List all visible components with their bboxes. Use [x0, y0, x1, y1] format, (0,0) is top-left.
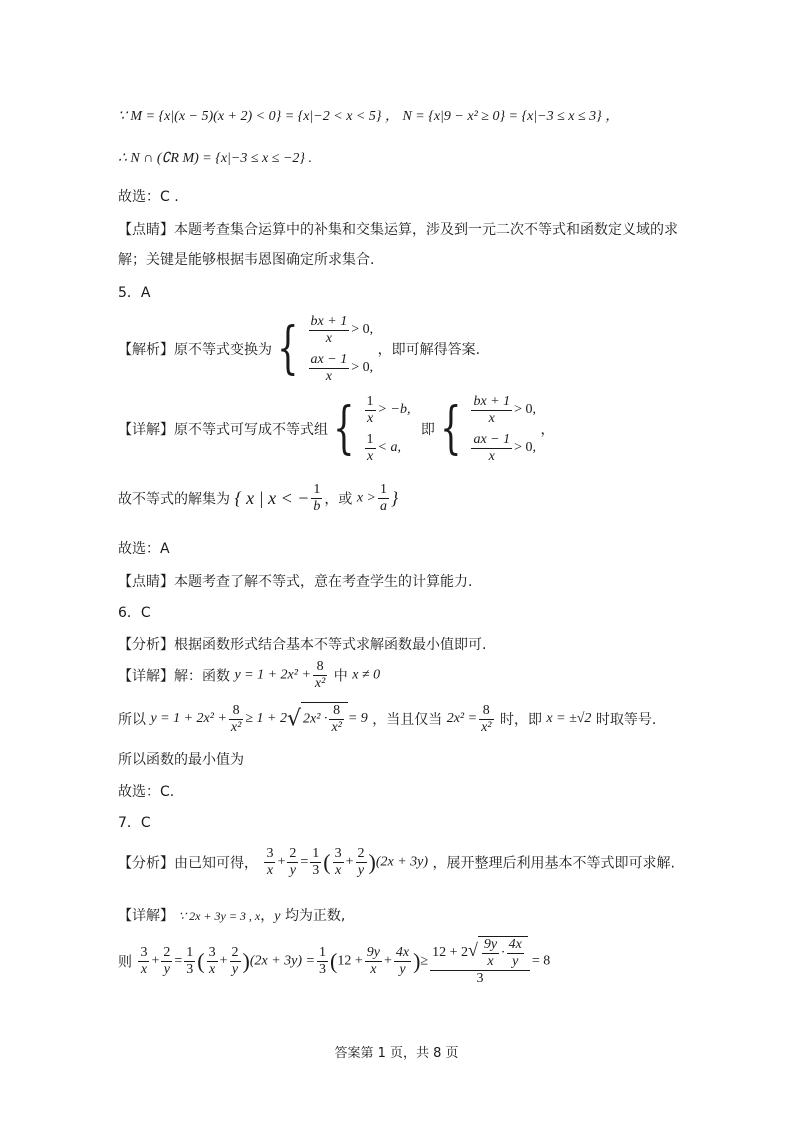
- left-brace-icon: {: [333, 396, 355, 461]
- q6-analysis: 【分析】根据函数形式结合基本不等式求解函数最小值即可.: [118, 637, 487, 653]
- equivalent-system: $\frac{bx + 1}{x}$ > 0, $\frac{ax - 1}{x}$ > 0,: [473, 393, 537, 464]
- q6-detail: 【详解】解：函数 y = 1 + 2x² + $\frac{8}{\text{x²}}$ 中 x ≠ 0: [118, 659, 381, 691]
- reciprocal-system: $\frac{1}{x}$ > −b, $\frac{1}{x}$ < a,: [366, 393, 411, 464]
- intersection-line: [118, 148, 312, 169]
- intersection-formula: ∴ N ∩ (∁R M) = {x|−3 ≤ x ≤ −2} .: [118, 151, 312, 166]
- page-footer: 答案第 1 页，共 8 页: [334, 1046, 459, 1061]
- q6-inequality: 所以 y = 1 + 2x² + $\frac{8}{\text{x²}}$ ≥ 1 + 2√ 2x² · $\frac{8}{\text{x²}}$ = 9 ，当且仅当 2x² = $\frac{8}{\text{x²}}$ 时，即 x = ±√2 时取等号.: [118, 702, 657, 735]
- set-m-n-formula: ∵ M = {x|(x − 5)(x + 2) < 0} = {x|−2 < x < 5} ， N = {x|9 − x² ≥ 0} = {x|−3 ≤ x ≤ 3} ，: [118, 109, 620, 124]
- q5-comment: 【点睛】本题考查了解不等式，意在考查学生的计算能力.: [118, 574, 473, 590]
- comment-4-line1: 【点睛】本题考查集合运算中的补集和交集运算，涉及到一元二次不等式和函数定义域的求: [118, 222, 678, 238]
- q5-detail: 【详解】原不等式可写成不等式组 { $\frac{1}{x}$ > −b, $\frac{1}{x}$ < a, 即 { $\frac{bx + 1}{x}$ > 0, $\frac{ax - 1}{x}$ > 0, ，: [118, 391, 554, 467]
- question-5-heading: 5．A: [118, 285, 151, 301]
- q5-solution-set: 故不等式的解集为 { x | x < − $\frac{1}{b}$ ，或 x > $\frac{1}{a}$ }: [118, 482, 399, 514]
- q5-analysis: 【解析】原不等式变换为 { $\frac{bx + 1}{x}$ > 0, $\frac{ax - 1}{x}$ > 0, ，即可解得答案.: [118, 311, 480, 387]
- left-brace-icon: {: [277, 316, 299, 381]
- question-7-heading: 7．C: [118, 815, 151, 831]
- q7-detail: 【详解】 ∵ 2x + 3y = 3 , x，y 均为正数,: [118, 908, 346, 924]
- comment-4-line2: 解；关键是能够根据韦恩图确定所求集合.: [118, 252, 375, 268]
- q7-inequality: 则 $\frac{3}{x}$ + $\frac{2}{y}$ = $\frac{1}{3}$ ( $\frac{3}{x}$ + $\frac{2}{y}$ )(2x + 3y) = $\frac{1}{3}$ (12 + $\frac{9y}{x}$ + $\frac{4x}{y}$ )≥ 12 + 2√ $\frac{9y}{x}$ · $\frac{4x}{y}$ 3 = 8: [118, 937, 551, 986]
- answer-choice-4: 故选：C .: [118, 189, 179, 205]
- left-brace-icon: {: [440, 396, 462, 461]
- q6-answer: 故选：C.: [118, 784, 175, 800]
- q7-analysis: 【分析】由已知可得， $\frac{3}{x}$ + $\frac{2}{y}$ = $\frac{1}{3}$ ( $\frac{3}{x}$ + $\frac{2}{y}$ )(2x + 3y) ，展开整理后利用基本不等式即可求解.: [118, 846, 675, 878]
- set-definitions-line: [118, 106, 619, 127]
- question-6-heading: 6．C: [118, 605, 151, 621]
- inequality-system: $\frac{bx + 1}{x}$ > 0, $\frac{ax - 1}{x}$ > 0,: [310, 313, 374, 384]
- q5-answer: 故选：A: [118, 541, 170, 557]
- q6-minimum: 所以函数的最小值为: [118, 752, 244, 768]
